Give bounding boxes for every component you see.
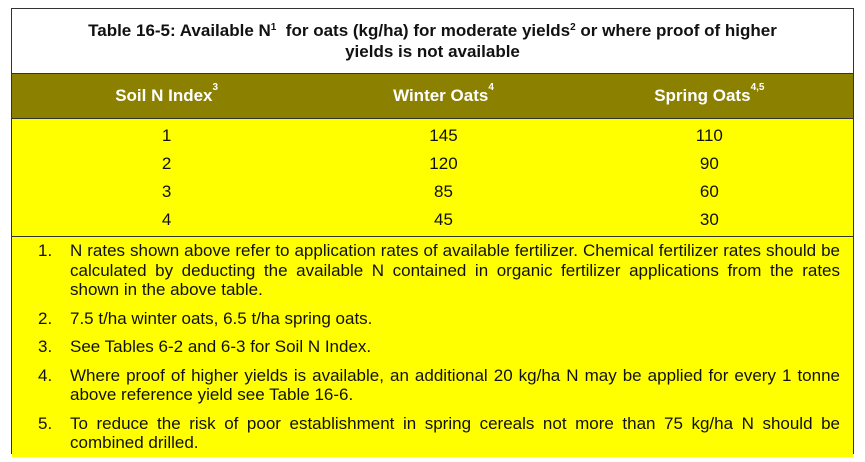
title-sup-1: 1 [270,22,277,33]
cell-winter-oats: 145 [429,126,458,145]
title-text-c: or where proof of higher [575,21,777,40]
footnote-item [12,337,853,357]
header-col1-sup: 3 [212,82,219,93]
footnote-item [12,309,853,329]
table-title [12,9,853,74]
cell-winter-oats: 85 [434,182,453,201]
footnote-text: Where proof of higher yields is available, an additional 20 kg/ha N may be applied for every 1 tonne above reference yield see Table 16-6. [70,365,840,404]
footnote-number: 5. [38,413,53,433]
cell-winter-oats: 45 [434,210,453,229]
footnote-text: To reduce the risk of poor establishment in spring cereals not more than 75 kg/ha N should be combined drilled. [70,413,840,452]
footnote-text: N rates shown above refer to application rates of available fertilizer. Chemical fertilizer rates should be calculated by deducting the available N contained in organic fertilizer applications from the rates shown in the above table. [70,241,840,299]
table-header [12,74,853,119]
header-col3-sup: 4,5 [750,82,765,93]
table-body [12,119,853,236]
footnote-number: 4. [38,365,53,385]
title-line-1 [88,20,777,41]
cell-spring-oats: 60 [699,182,719,201]
header-col3-label: Spring Oats [654,86,751,105]
title-sup-2: 2 [570,22,576,33]
cell-soil-index: 4 [161,210,172,229]
table-row [12,122,853,150]
header-col1-label: Soil N Index [115,86,213,105]
cell-soil-index: 3 [161,182,172,201]
footnote-number: 2. [38,308,53,328]
footnote-number: 1. [38,241,53,260]
header-col2-label: Winter Oats [393,86,489,105]
cell-winter-oats: 120 [429,154,458,173]
header-spring-oats [566,82,853,106]
title-text-b: for oats (kg/ha) for moderate yields [276,21,571,40]
cell-soil-index: 2 [161,154,172,173]
header-winter-oats [321,82,565,106]
footnote-item [12,414,853,453]
cell-spring-oats: 90 [699,154,719,173]
header-col2-sup: 4 [488,82,494,93]
footnote-number: 3. [38,337,53,356]
footnote-text: 7.5 t/ha winter oats, 6.5 t/ha spring oats. [70,308,373,328]
cell-spring-oats: 110 [695,126,723,145]
cell-spring-oats: 30 [699,210,719,229]
title-line-2: yields is not available [345,42,520,61]
table-row [12,206,853,234]
title-text-a: Table 16-5: Available N [88,21,271,40]
cell-soil-index: 1 [161,126,172,145]
footnote-text: See Tables 6-2 and 6-3 for Soil N Index. [70,337,372,356]
footnote-item [12,241,853,300]
table-row [12,150,853,178]
table-row [12,178,853,206]
footnote-item [12,366,853,405]
footnotes [12,236,853,457]
table-frame [11,8,854,454]
header-soil-n-index [12,82,321,106]
